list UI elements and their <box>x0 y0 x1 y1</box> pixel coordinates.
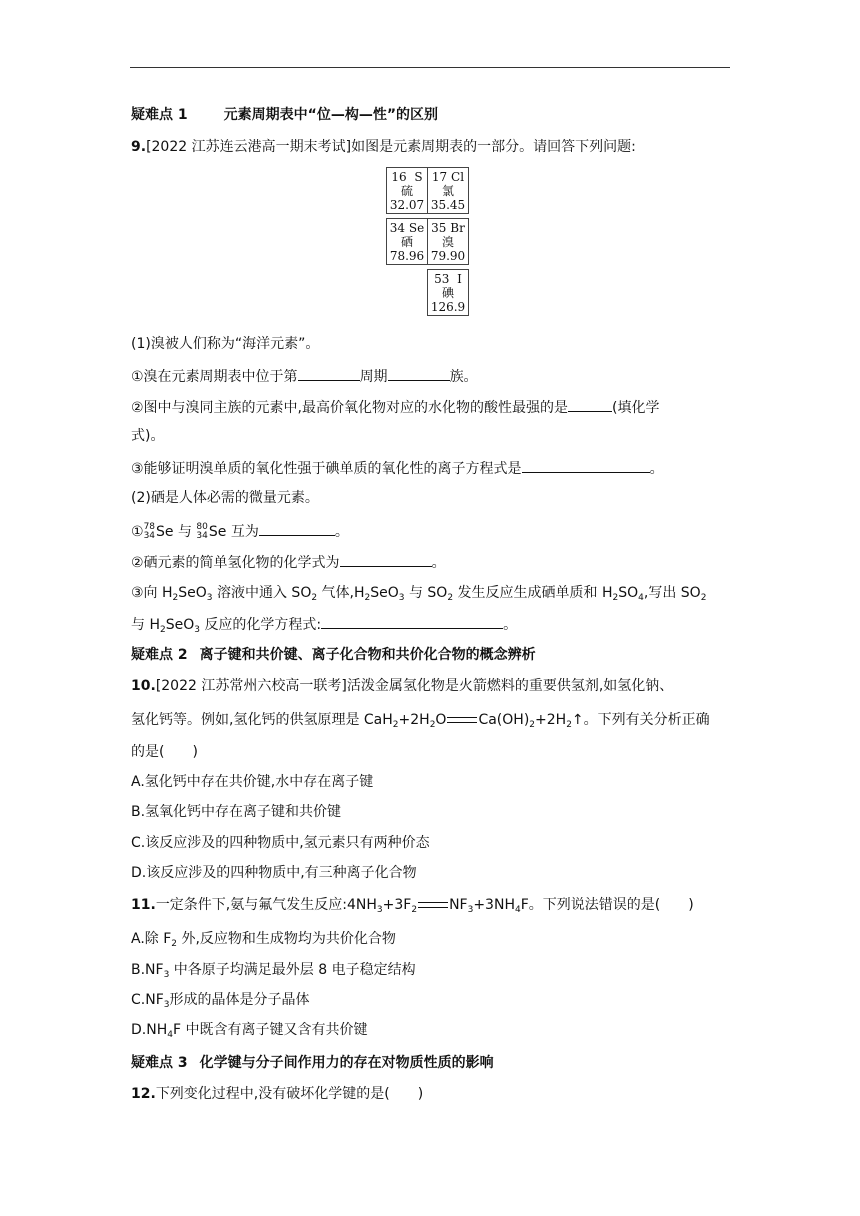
question-number: 10. <box>131 678 156 694</box>
element-cell-s: 16 S 硫 32.07 <box>386 167 428 214</box>
option-c[interactable]: $C.NF_3$形成的晶体是分子晶体 <box>131 992 310 1010</box>
answer-blank[interactable] <box>568 397 612 412</box>
question-10-line3: 的是( ) <box>131 744 198 760</box>
question-11-stem: 11.一定条件下,氨与氟气发生反应$:4NH_3+3F_2$ $NF_3+3NH_4F$。下列说法错误的是( ) <box>131 897 694 915</box>
q9-part1b-cont: 式)。 <box>131 428 165 444</box>
option-b[interactable]: B.氢氧化钙中存在离子键和共价键 <box>131 804 342 820</box>
option-a[interactable]: A.除 $F_2$ 外,反应物和生成物均为共价化合物 <box>131 931 396 949</box>
q9-part1: (1)溴被人们称为“海洋元素”。 <box>131 336 320 352</box>
section-label: 疑难点 3 <box>131 1055 188 1071</box>
question-10-stem: 10.[2022 江苏常州六校高一联考]活泼金属氢化物是火箭燃料的重要供氢剂,如氢化钠、 <box>131 678 674 694</box>
section-label: 疑难点 1 <box>131 107 188 123</box>
option-b[interactable]: $B.NF_3$ 中各原子均满足最外层 8 电子稳定结构 <box>131 962 416 980</box>
q9-part2a: ① 78 34 Se 与 80 34 Se 互为 。 <box>131 522 349 541</box>
question-9-stem <box>131 138 636 156</box>
equation-double-line <box>447 717 477 723</box>
equation-double-line <box>418 902 448 908</box>
answer-blank[interactable] <box>340 552 432 567</box>
q9-part2: (2)硒是人体必需的微量元素。 <box>131 490 319 506</box>
q9-part1b: ②图中与溴同主族的元素中,最高价氧化物对应的水化物的酸性最强的是 (填化学 <box>131 397 659 417</box>
question-number: 12. <box>131 1086 156 1102</box>
section-title: 化学键与分子间作用力的存在对物质性质的影响 <box>199 1055 494 1071</box>
q9-part2c-cont: 与 $H_2SeO_3$ 反应的化学方程式: 。 <box>131 614 517 634</box>
isotope-notation: 78 34 <box>143 522 156 541</box>
answer-blank[interactable] <box>298 366 360 381</box>
answer-blank[interactable] <box>321 614 503 629</box>
isotope-notation: 80 34 <box>196 522 208 541</box>
header-rule <box>130 67 730 68</box>
element-cell-i: 53 I 碘 126.9 <box>427 269 469 316</box>
section-heading-2 <box>131 646 536 664</box>
element-cell-se: 34 Se 硒 78.96 <box>386 218 428 265</box>
question-number: 11. <box>131 897 156 913</box>
answer-blank[interactable] <box>259 521 335 536</box>
answer-blank[interactable] <box>522 458 650 473</box>
section-heading-3 <box>131 1054 494 1072</box>
element-cell-br: 35 Br 溴 79.90 <box>427 218 469 265</box>
option-a[interactable]: A.氢化钙中存在共价键,水中存在离子键 <box>131 774 374 790</box>
question-12-stem: 12.下列变化过程中,没有破坏化学键的是( ) <box>131 1086 424 1102</box>
answer-blank[interactable] <box>388 366 450 381</box>
q9-part1c: ③能够证明溴单质的氧化性强于碘单质的氧化性的离子方程式是 。 <box>131 458 664 478</box>
section-label: 疑难点 2 <box>131 647 188 663</box>
option-d[interactable]: $D.NH_4F$ 中既含有离子键又含有共价键 <box>131 1022 368 1040</box>
question-number: 9. <box>131 139 147 155</box>
question-text: [2022 江苏连云港高一期末考试]如图是元素周期表的一部分。请回答下列问题: <box>146 139 636 155</box>
q9-part2b: ②硒元素的简单氢化物的化学式为 。 <box>131 552 446 572</box>
option-c[interactable]: C.该反应涉及的四种物质中,氢元素只有两种价态 <box>131 835 430 851</box>
section-title: 元素周期表中“位—构—性”的区别 <box>223 107 439 123</box>
q9-part1a: ①溴在元素周期表中位于第 周期 族。 <box>131 366 478 386</box>
element-cell-cl: 17 Cl 氯 35.45 <box>427 167 469 214</box>
section-heading-1 <box>131 106 438 124</box>
question-10-line2: 氢化钙等。例如,氢化钙的供氢原理是 $CaH_2+2H_2O$ $Ca(OH)_2+2H_2↑$。下列有关分析正确 <box>131 712 710 730</box>
option-d[interactable]: D.该反应涉及的四种物质中,有三种离子化合物 <box>131 865 417 881</box>
q9-part2c: ③向 $H_2SeO_3$ 溶液中通入 $SO_2$ 气体$,H_2SeO_3$ 与 $SO_2$ 发生反应生成硒单质和 $H_2SO_4$,写出 $SO_2$ <box>131 585 707 603</box>
section-title: 离子键和共价键、离子化合物和共价化合物的概念辨析 <box>199 647 536 663</box>
